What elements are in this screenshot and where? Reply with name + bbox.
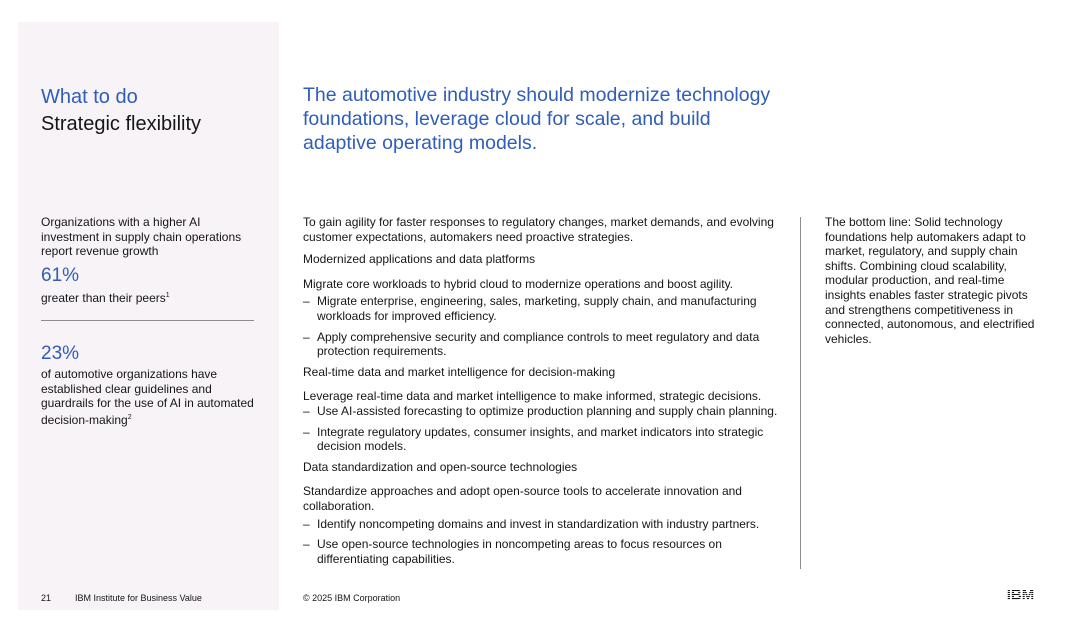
bottom-line-label: The bottom line: xyxy=(825,215,912,229)
heading-strategic-flexibility: Strategic flexibility xyxy=(41,113,202,135)
section-description: Standardize approaches and adopt open-source tools to accelerate innovation and collaboration. xyxy=(303,484,742,513)
footnote-marker: 1 xyxy=(165,291,170,299)
section-description: Migrate core workloads to hybrid cloud to modernize operations and boost agility. xyxy=(303,276,734,291)
bullet-item: – Integrate regulatory updates, consumer insights, and market indicators into strategic decision models. xyxy=(303,425,783,454)
bullet-item: – Identify noncompeting domains and invest in standardization with industry partners. xyxy=(303,517,783,532)
publisher-name: IBM Institute for Business Value xyxy=(75,593,202,603)
heading-what-to-do: What to do xyxy=(41,86,138,108)
bullet-item: – Apply comprehensive security and compliance controls to meet regulatory and data protection requirements. xyxy=(303,330,783,359)
section-title: Real-time data and market intelligence for decision-making xyxy=(303,364,616,379)
bullet-item: – Use AI-assisted forecasting to optimize production planning and supply chain planning. xyxy=(303,404,783,419)
stat-value: 61% xyxy=(41,264,80,286)
stat-description: of automotive organizations have established clear guidelines and guardrails for the use of AI in automated decision-making xyxy=(41,367,254,427)
page-number: 21 xyxy=(41,593,52,603)
stat-block-guidelines xyxy=(41,340,256,427)
ibm-logo-icon xyxy=(1002,586,1039,601)
bullet-item: – Use open-source technologies in noncompeting areas to focus resources on differentiating capabilities. xyxy=(303,537,783,566)
bullet-item: – Migrate enterprise, engineering, sales, marketing, supply chain, and manufacturing workloads for improved efficiency. xyxy=(303,294,783,323)
main-intro: To gain agility for faster responses to regulatory changes, market demands, and evolving customer expectations, automakers need proactive strategies. xyxy=(303,215,774,244)
section-title: Data standardization and open-source technologies xyxy=(303,459,578,474)
column-divider xyxy=(800,217,801,569)
stat-intro: Organizations with a higher AI investment in supply chain operations report revenue growth xyxy=(41,215,242,259)
page-heading xyxy=(41,84,271,138)
bottom-line-text: Solid technology foundations help automakers adapt to market, regulatory, and supply chain shifts. Combining cloud scalability, modular production, and real-time insights enables faster strategic pivots and strengthens competitiveness in connected, autonomous, and electrified vehicles. xyxy=(825,215,1035,346)
footnote-marker: 2 xyxy=(127,413,132,421)
stat-description: greater than their peers xyxy=(41,290,166,305)
stat-value: 23% xyxy=(41,343,80,364)
stat-divider xyxy=(41,320,254,321)
section-bullets xyxy=(303,294,783,358)
section-bullets xyxy=(303,404,783,454)
bottom-line-callout xyxy=(825,215,1045,346)
section-description: Leverage real-time data and market intelligence to make informed, strategic decisions. xyxy=(303,389,762,404)
copyright: © 2025 IBM Corporation xyxy=(303,593,401,603)
section-title: Modernized applications and data platforms xyxy=(303,252,536,267)
stat-block-revenue-growth xyxy=(41,215,256,305)
lead-statement: The automotive industry should modernize technology foundations, leverage cloud for scale, and build adaptive operating models. xyxy=(303,84,771,154)
section-bullets xyxy=(303,517,783,567)
main-content xyxy=(303,215,783,566)
